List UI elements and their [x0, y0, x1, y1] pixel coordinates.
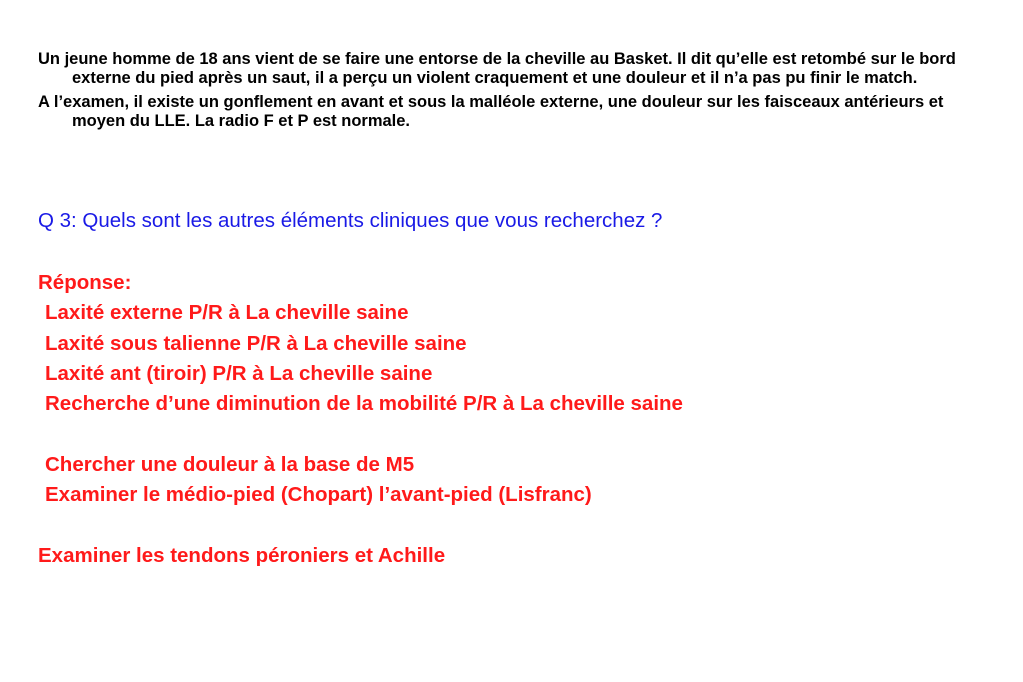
answer-item-laxity-subtalar: Laxité sous talienne P/R à La cheville saine	[45, 331, 467, 355]
answer-item-laxity-external: Laxité externe P/R à La cheville saine	[45, 301, 409, 325]
answer-heading: Réponse:	[38, 271, 132, 294]
answer-item-m5-pain: Chercher une douleur à la base de M5	[45, 452, 415, 476]
answer-item-laxity-anterior: Laxité ant (tiroir) P/R à La cheville saine	[45, 361, 433, 385]
answer-item-tendons: Examiner les tendons péroniers et Achille	[38, 543, 446, 567]
answer-item-mobility: Recherche d’une diminution de la mobilité P/R à La cheville saine	[45, 392, 683, 416]
answer-spacer	[38, 419, 683, 449]
case-paragraph-1: Un jeune homme de 18 ans vient de se faire une entorse de la cheville au Basket. Il dit qu’elle est retombé sur le bord externe du pied après un saut, il a perçu un violent craquement et une douleur et il n’a pas pu finir le match.	[38, 50, 956, 87]
case-paragraph-2: A l’examen, il existe un gonflement en avant et sous la malléole externe, une douleur sur les faisceaux antérieurs et moyen du LLE. La radio F et P est normale.	[38, 93, 944, 130]
question-text: Q 3: Quels sont les autres éléments cliniques que vous recherchez ?	[38, 209, 663, 232]
answer-spacer	[38, 510, 683, 540]
answer-item-midfoot-exam: Examiner le médio-pied (Chopart) l’avant-pied (Lisfranc)	[45, 483, 592, 507]
answer-block	[38, 268, 683, 571]
case-description	[38, 50, 993, 136]
